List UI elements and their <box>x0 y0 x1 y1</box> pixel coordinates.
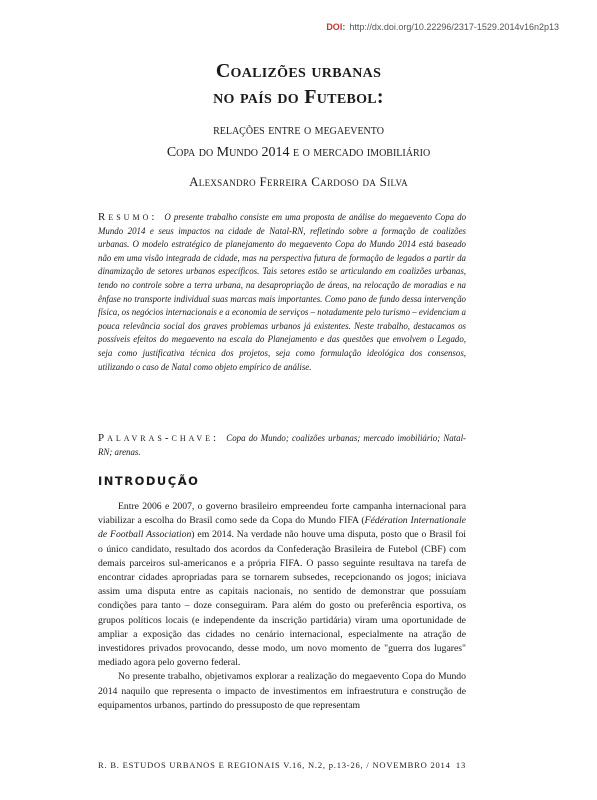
article-title <box>0 58 597 110</box>
title-line-1: Coalizões urbanas <box>215 60 382 82</box>
author-name: Alexsandro Ferreira Cardoso da Silva <box>189 174 408 189</box>
doi-label: DOI: <box>326 22 346 32</box>
body-p1-italic: Fédération Internationale de Football Association <box>98 515 466 541</box>
doi-line <box>326 22 559 32</box>
body-paragraph-1 <box>98 500 466 670</box>
abstract-text: O presente trabalho consiste em uma proposta de análise do megaevento Copa do Mundo 2014 e seus impactos na cidade de Natal-RN, refletindo sobre a formação de coalizões urbanas. O modelo estratégico de planejamento do megaevento Copa do Mundo 2014 está baseado não em uma visão integrada de cidade, mas na perspectiva futura de formação de legados a partir da dinamização de setores urbanos específicos. Tais setores estão se articulando em coalizões urbanas, tendo no controle sobre a terra urbana, na desapropriação de áreas, na relocação de moradias e na ênfase no transporte individual suas marcas mais importantes. Como pano de fundo dessa intervenção física, os negócios internacionais e a economia de serviços – notadamente pelo turismo – evidenciam a pouca relevância social dos graves problemas urbanos já existentes. Neste trabalho, destacamos os possíveis efeitos do megaevento na escala do Planejamento e das questões que envolvem o Legado, seja como justificativa técnica dos projetos, seja como formulação ideológica dos consensos, utilizando o caso de Natal como objeto empírico de análise. <box>98 212 467 372</box>
keywords <box>98 432 466 459</box>
body-paragraph-2: No presente trabalho, objetivamos explorar a realização do megaevento Copa do Mundo 2014 naquilo que representa o impacto de investimentos em infraestrutura e construção de equipamentos urbanos, partindo do pressuposto de que representam <box>98 671 466 711</box>
doi-link[interactable]: http://dx.doi.org/10.22296/2317-1529.2014v16n2p13 <box>349 22 559 32</box>
body-p1-part-a: Entre 2006 e 2007, o governo brasileiro empreendeu forte campanha internacional para viabilizar a escolha do Brasil como sede da Copa do Mundo FIFA ( <box>98 501 466 527</box>
keywords-label: Palavras-chave: <box>98 432 220 444</box>
footer-page-number: 13 <box>455 760 466 770</box>
body-p1-part-b: ) em 2014. Na verdade não houve uma disputa, posto que o Brasil foi o único candidato, resultado dos acordos da Confederação Brasileira de Futebol (CBF) com demais parceiros sul-americanos e a própria FIFA. O passo seguinte resultava na tarefa de encontrar cidades apropriadas para se tornarem subsedes, recepcionando os jogos; iniciava assim uma disputa entre as capitais nacionais, no sentido de demonstrar que possuíam condições para tanto – doze conseguiram. Para além do gosto ou preferência esportiva, os grupos políticos locais (e independente da inscrição partidária) viram uma oportunidade de ampliar a exposição das cidades no cenário internacional, especialmente na atração de investidores privados provocando, desse modo, um novo momento de "guerra dos lugares" mediado agora pelo governo federal. <box>98 529 466 669</box>
section-heading: INTRODUÇÃO <box>98 474 200 488</box>
title-line-2: no país do Futebol: <box>213 86 384 108</box>
footer-journal: R. B. ESTUDOS URBANOS E REGIONAIS V.16, N.2, p.13-26, / NOVEMBRO 2014 <box>98 760 451 770</box>
abstract <box>98 211 466 374</box>
keywords-text: Copa do Mundo; coalizões urbanas; mercado imobiliário; Natal-RN; arenas. <box>98 433 467 457</box>
subtitle-line-2: Copa do Mundo 2014 e o mercado imobiliário <box>166 145 431 160</box>
subtitle-line-1: relações entre o megaevento <box>213 123 384 138</box>
abstract-label: Resumo: <box>98 211 158 223</box>
article-subtitle <box>0 120 597 164</box>
page-footer <box>98 760 466 770</box>
body-text <box>98 500 466 713</box>
